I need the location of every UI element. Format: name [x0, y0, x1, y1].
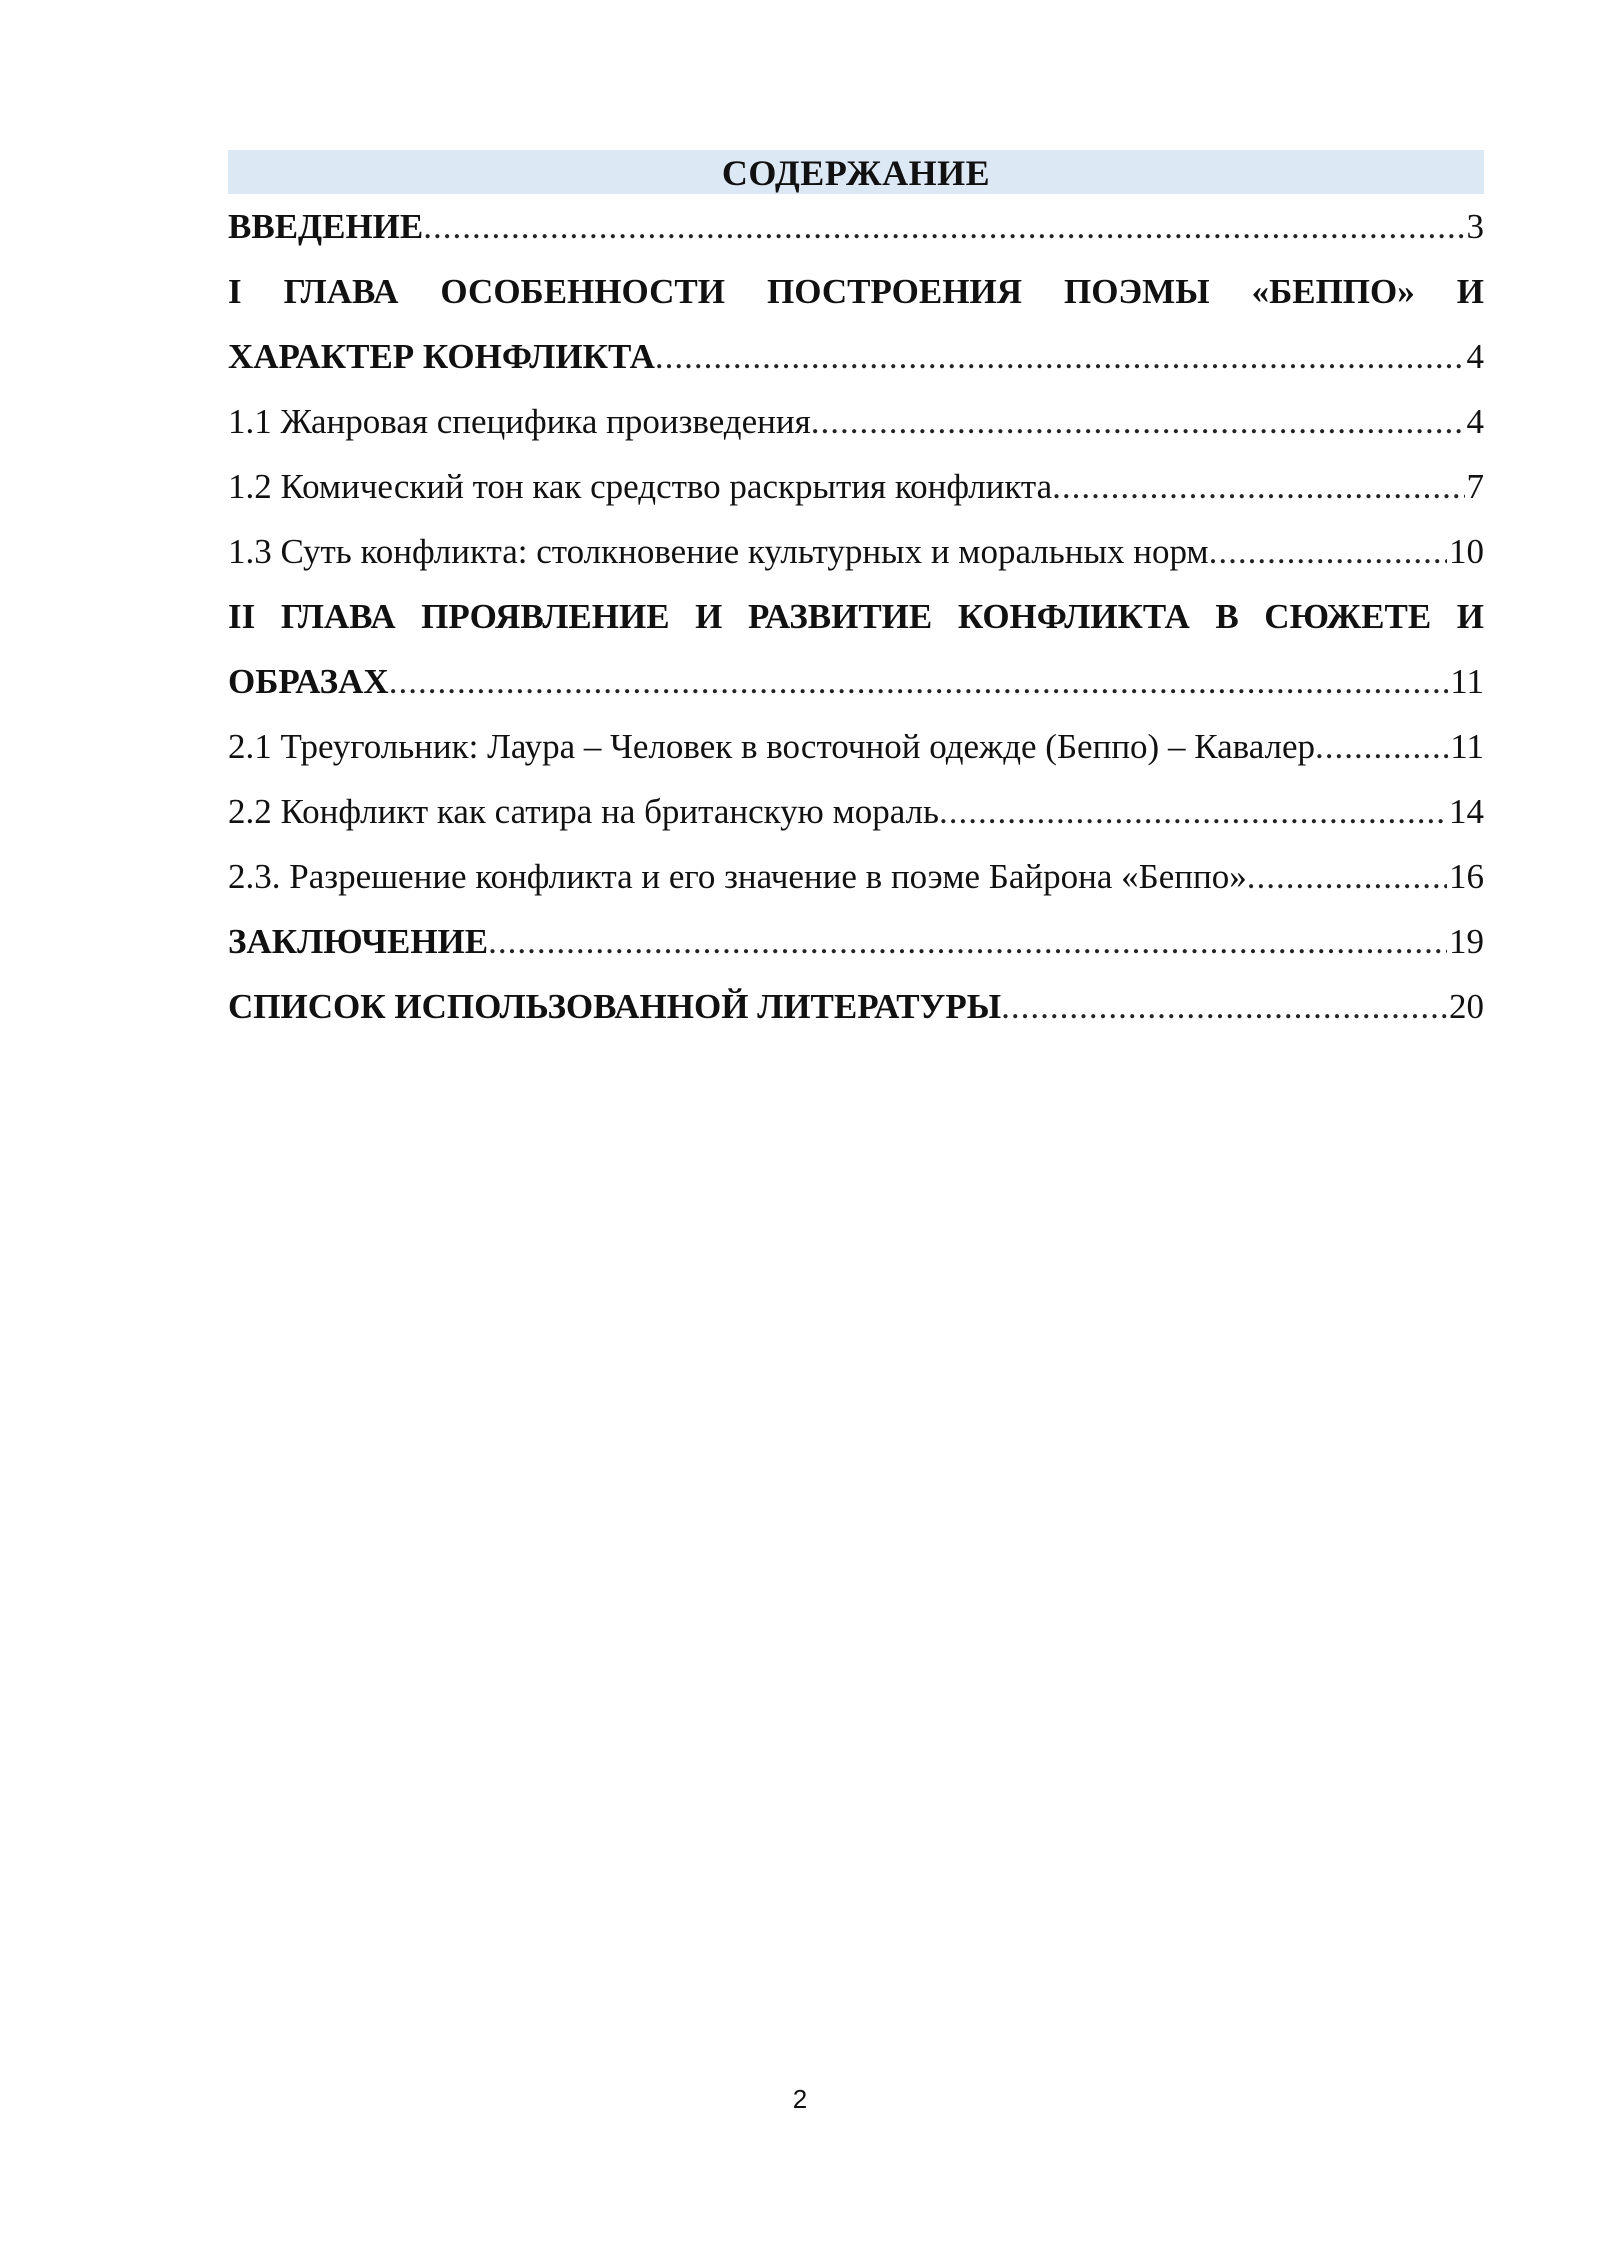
toc-entry-label: ЗАКЛЮЧЕНИЕ [228, 922, 489, 961]
toc-entry-page: 3 [1466, 207, 1484, 246]
dot-leader [655, 324, 1465, 389]
dot-leader [389, 649, 1449, 714]
toc-entry-1-1[interactable] [228, 389, 1484, 454]
dot-leader [939, 779, 1447, 844]
toc-entry-2-3[interactable] [228, 844, 1484, 909]
toc-entry-page: 16 [1449, 857, 1484, 896]
toc-entry-page: 11 [1450, 662, 1484, 701]
toc-entry-page: 4 [1466, 337, 1484, 376]
toc-entry-label: ОБРАЗАХ [228, 662, 389, 701]
toc-entry-label: 2.3. Разрешение конфликта и его значение в поэме Байрона «Беппо» [228, 857, 1247, 896]
toc-entry-page: 11 [1450, 727, 1484, 766]
toc-entry-label: 1.2 Комический тон как средство раскрытия конфликта [228, 467, 1053, 506]
toc-entry-2-2[interactable] [228, 779, 1484, 844]
dot-leader [1209, 519, 1447, 584]
dot-leader [488, 909, 1447, 974]
toc-entry-label: 2.1 Треугольник: Лаура – Человек в восточной одежде (Беппо) – Кавалер [228, 727, 1316, 766]
toc-entry-1-3[interactable] [228, 519, 1484, 584]
toc-entry-page: 19 [1449, 922, 1484, 961]
toc-entry-chapter-2[interactable] [228, 649, 1484, 714]
dot-leader [811, 389, 1465, 454]
toc-entry-chapter-1-line1[interactable]: I ГЛАВА ОСОБЕННОСТИ ПОСТРОЕНИЯ ПОЭМЫ «БЕППО» И [228, 272, 1484, 311]
dot-leader [1052, 454, 1464, 519]
page-number: 2 [792, 2084, 808, 2114]
toc-entry-page: 10 [1449, 532, 1484, 571]
dot-leader [1315, 714, 1448, 779]
toc-entry-page: 20 [1449, 987, 1484, 1026]
toc-entry-label: 2.2 Конфликт как сатира на британскую мораль [228, 792, 939, 831]
toc-entry-page: 4 [1466, 402, 1484, 441]
toc-entry-chapter-2-line1[interactable]: II ГЛАВА ПРОЯВЛЕНИЕ И РАЗВИТИЕ КОНФЛИКТА В СЮЖЕТЕ И [228, 597, 1484, 636]
toc-entry-page: 7 [1466, 467, 1484, 506]
toc-title: СОДЕРЖАНИЕ [228, 150, 1484, 194]
toc-entry-label: 1.3 Суть конфликта: столкновение культурных и моральных норм [228, 532, 1209, 571]
toc-entry-label: ХАРАКТЕР КОНФЛИКТА [228, 337, 655, 376]
table-of-contents [228, 150, 1484, 1039]
toc-entry-bibliography[interactable] [228, 974, 1484, 1039]
toc-entry-conclusion[interactable] [228, 909, 1484, 974]
toc-entry-label: ВВЕДЕНИЕ [228, 207, 424, 246]
dot-leader [1001, 974, 1447, 1039]
toc-entry-2-1[interactable] [228, 714, 1484, 779]
toc-entry-label: СПИСОК ИСПОЛЬЗОВАННОЙ ЛИТЕРАТУРЫ [228, 987, 1002, 1026]
toc-entry-chapter-1[interactable] [228, 324, 1484, 389]
toc-entry-introduction[interactable] [228, 194, 1484, 259]
dot-leader [1247, 844, 1447, 909]
toc-entry-1-2[interactable] [228, 454, 1484, 519]
toc-entry-page: 14 [1449, 792, 1484, 831]
toc-entry-label: 1.1 Жанровая специфика произведения [228, 402, 811, 441]
dot-leader [423, 194, 1464, 259]
